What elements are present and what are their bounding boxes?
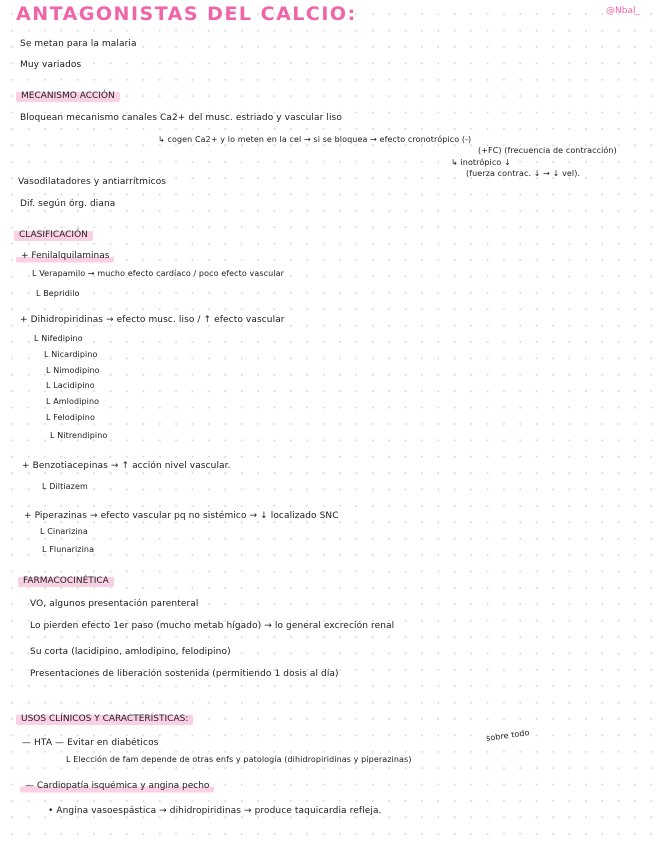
uso-cardiopatia: — Cardiopatía isquémica y angina pecho bbox=[20, 780, 214, 793]
group2-item: L Felodipino bbox=[46, 413, 95, 422]
group2-item: L Nimodipino bbox=[46, 366, 100, 375]
group2-item: L Amlodipino bbox=[46, 397, 100, 406]
section-heading-clasificacion: CLASIFICACIÓN bbox=[14, 229, 93, 242]
mecanismo-line-3: ↳ inotrópico ↓ bbox=[451, 158, 511, 167]
section-heading-mecanismo: MECANISMO ACCIÓN bbox=[16, 90, 120, 103]
mecanismo-line-1: Bloquean mecanismo canales Ca2+ del musc. estriado y vascular liso bbox=[20, 113, 342, 123]
group1-item: L Verapamilo → mucho efecto cardíaco / poco efecto vascular bbox=[32, 269, 285, 278]
uso-hta-sub: L Elección de fam depende de otras enfs y patología (dihidropiridinas y piperazinas) bbox=[66, 755, 412, 764]
group2-item: L Lacidipino bbox=[46, 381, 95, 390]
mecanismo-line-3b: (fuerza contrac. ↓ → ↓ vel). bbox=[466, 169, 581, 178]
intro-line-2: Muy variados bbox=[20, 60, 82, 70]
group-title-benzotiacepinas: + Benzotiacepinas → ↑ acción nivel vascular. bbox=[22, 461, 231, 471]
page-title: ANTAGONISTAS DEL CALCIO: bbox=[16, 3, 357, 25]
section-heading-usos: USOS CLÍNICOS Y CARACTERÍSTICAS: bbox=[16, 713, 193, 726]
group-title-piperazinas: + Piperazinas → efecto vascular pq no sistémico → ↓ localizado SNC bbox=[24, 511, 339, 521]
hta-note: sobre todo bbox=[485, 728, 531, 744]
group2-item: L Nicardipino bbox=[44, 350, 98, 359]
intro-line-1: Se metan para la malaria bbox=[20, 39, 137, 49]
farmaco-line: Lo pierden efecto 1er paso (mucho metab hígado) → lo general excreción renal bbox=[30, 621, 395, 631]
mecanismo-line-4: Vasodilatadores y antiarrítmicos bbox=[18, 177, 167, 187]
group2-item: L Nifedipino bbox=[34, 334, 83, 343]
farmaco-line: Presentaciones de liberación sostenida (permitiendo 1 dosis al día) bbox=[30, 669, 339, 679]
uso-cardiopatia-sub: • Angina vasoespástica → dihidropiridinas → produce taquicardia refleja. bbox=[48, 806, 382, 816]
section-heading-farmacocinetica: FARMACOCINÉTICA bbox=[18, 575, 114, 588]
farmaco-line: Su corta (lacidipino, amlodipino, felodipino) bbox=[30, 647, 231, 657]
mecanismo-line-2b: (+FC) (frecuencia de contracción) bbox=[478, 146, 617, 155]
author-handle: @Nbal_ bbox=[606, 6, 640, 16]
group4-item: L Flunarizina bbox=[42, 545, 95, 554]
group3-item: L Diltiazem bbox=[42, 482, 88, 491]
farmaco-line: VO, algunos presentación parenteral bbox=[30, 599, 199, 609]
group1-item: L Bepridilo bbox=[36, 289, 80, 298]
mecanismo-line-5: Dif. según órg. diana bbox=[20, 199, 116, 209]
uso-hta: — HTA — Evitar en diabéticos bbox=[22, 738, 159, 748]
group4-item: L Cinarizina bbox=[40, 527, 88, 536]
group-title-dihidropiridinas: + Dihidropiridinas → efecto musc. liso / ↑ efecto vascular bbox=[20, 315, 285, 325]
group2-item: L Nitrendipino bbox=[50, 431, 108, 440]
group-title-fenilalquilaminas: + Fenilalquilaminas bbox=[16, 250, 114, 263]
mecanismo-line-2: ↳ cogen Ca2+ y lo meten en la cel → si se bloquea → efecto cronotrópico (-) bbox=[158, 135, 472, 144]
